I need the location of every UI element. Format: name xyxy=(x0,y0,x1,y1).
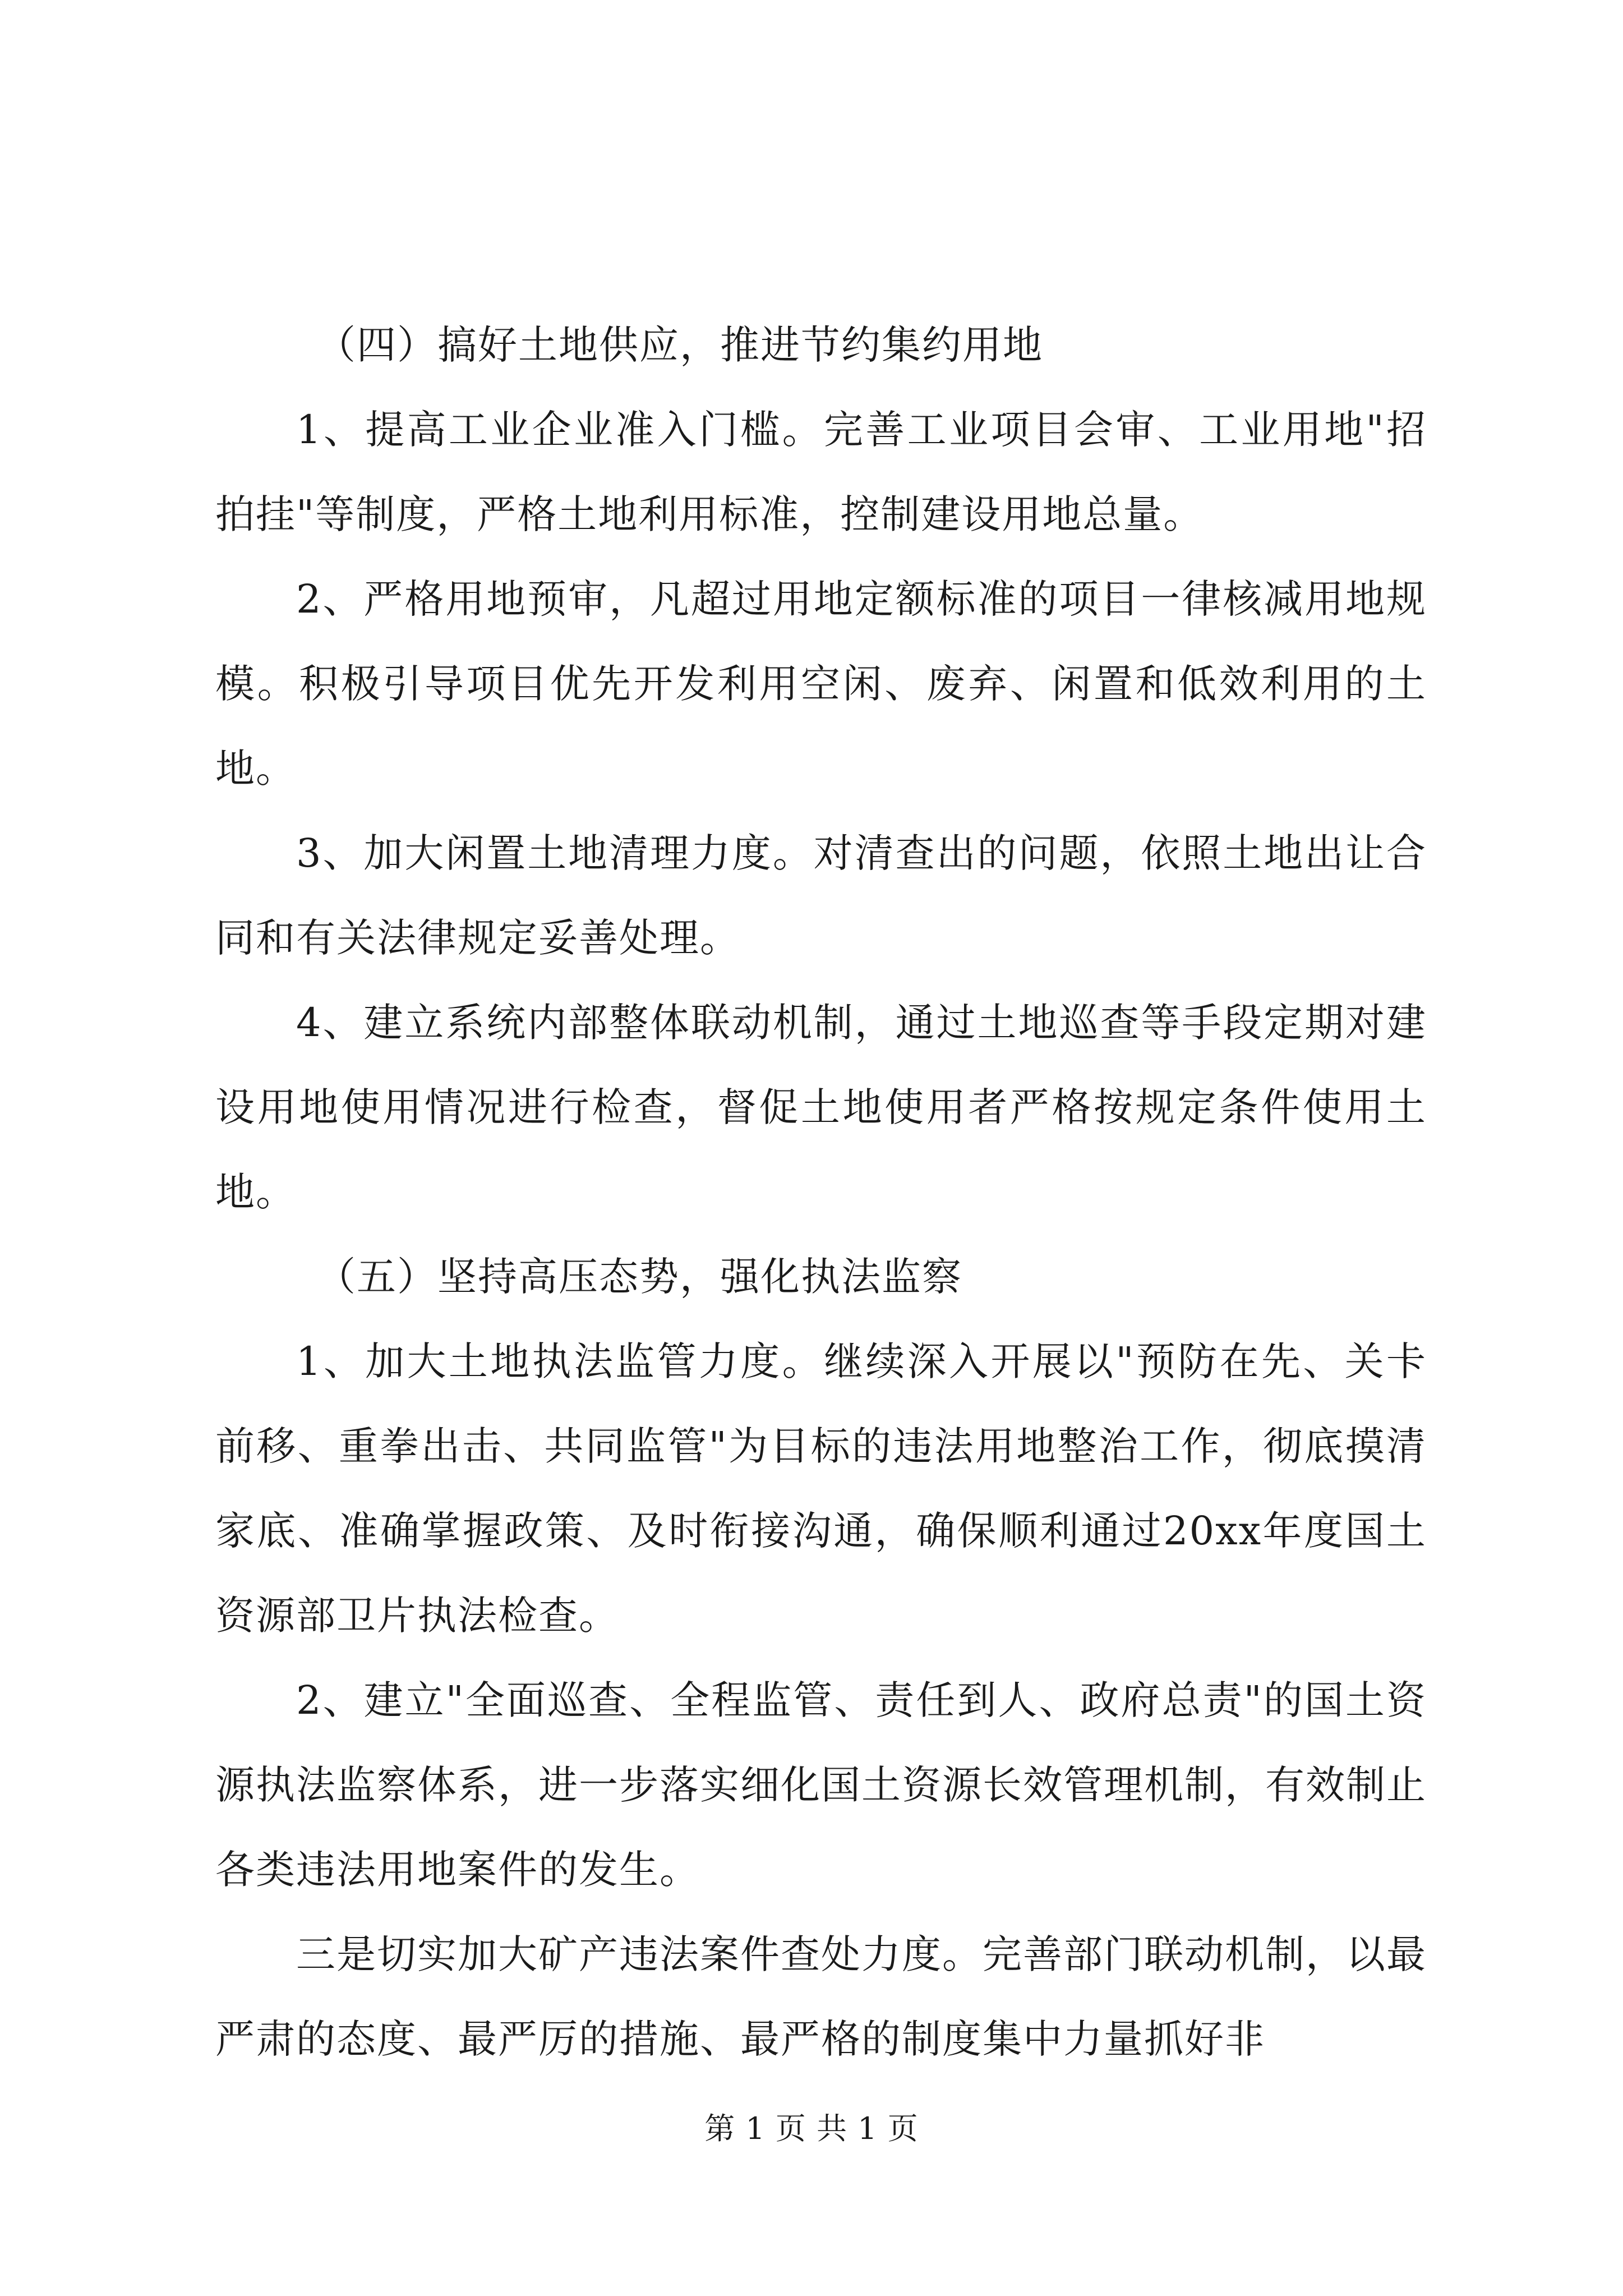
paragraph-5-2: 2、建立"全面巡查、全程监管、责任到人、政府总责"的国土资源执法监察体系，进一步落实细化国土资源长效管理机制，有效制止各类违法用地案件的发生。 xyxy=(215,1677,1427,1893)
paragraph-5-1: 1、加大土地执法监管力度。继续深入开展以"预防在先、关卡前移、重拳出击、共同监管"为目标的违法用地整治工作，彻底摸清家底、准确掌握政策、及时衔接沟通，确保顺利通过20xx年度国土资源部卫片执法检查。 xyxy=(215,1338,1427,1639)
section-heading-4: （四）搞好土地供应，推进节约集约用地 xyxy=(316,322,1043,368)
document-body xyxy=(215,303,1427,2082)
paragraph-4-3: 3、加大闲置土地清理力度。对清查出的问题，依照土地出让合同和有关法律规定妥善处理。 xyxy=(215,830,1427,961)
paragraph-4-4: 4、建立系统内部整体联动机制，通过土地巡查等手段定期对建设用地使用情况进行检查，督促土地使用者严格按规定条件使用土地。 xyxy=(215,1000,1427,1215)
section-heading-5: （五）坚持高压态势，强化执法监察 xyxy=(316,1254,962,1300)
paragraph-5-3: 三是切实加大矿产违法案件查处力度。完善部门联动机制，以最严肃的态度、最严厉的措施、最严格的制度集中力量抓好非 xyxy=(215,1931,1427,2062)
paragraph-4-2: 2、严格用地预审，凡超过用地定额标准的项目一律核减用地规模。积极引导项目优先开发利用空闲、废弃、闲置和低效利用的土地。 xyxy=(215,576,1427,792)
page-footer: 第 1 页 共 1 页 xyxy=(704,2111,919,2146)
paragraph-4-1: 1、提高工业企业准入门槛。完善工业项目会审、工业用地"招拍挂"等制度，严格土地利用标准，控制建设用地总量。 xyxy=(215,407,1427,537)
